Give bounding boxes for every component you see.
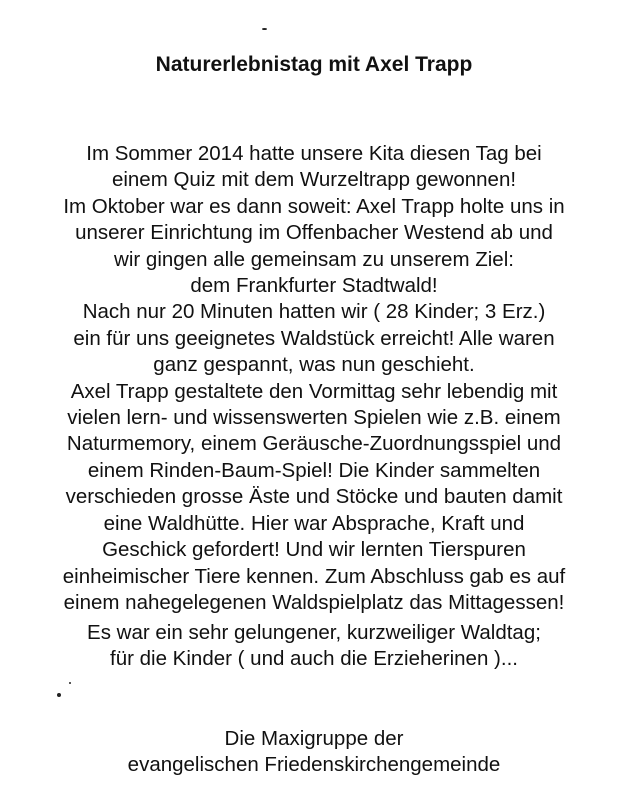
text-line: ein für uns geeignetes Waldstück erreicht! Alle waren bbox=[73, 326, 555, 350]
text-line: verschieden grosse Äste und Stöcke und bauten damit bbox=[65, 485, 563, 509]
text-line: vielen lern- und wissenswerten Spielen wie z.B. einem bbox=[67, 406, 561, 430]
scan-speck bbox=[69, 682, 71, 684]
text-line: Axel Trapp gestaltete den Vormittag sehr lebendig mit bbox=[70, 379, 558, 403]
scan-speck bbox=[57, 693, 61, 697]
text-line: einem Quiz mit dem Wurzeltrapp gewonnen! bbox=[111, 168, 517, 192]
text-line: unserer Einrichtung im Offenbacher Westend ab und bbox=[75, 221, 553, 245]
document-title: Naturerlebnistag mit Axel Trapp bbox=[155, 53, 473, 76]
closing-paragraph bbox=[0, 620, 628, 673]
text-line: einem Rinden-Baum-Spiel! Die Kinder sammelten bbox=[87, 458, 541, 482]
text-line: Es war ein sehr gelungener, kurzweiliger Waldtag; bbox=[87, 621, 541, 644]
text-line: ganz gespannt, was nun geschieht. bbox=[153, 353, 475, 377]
text-line: Nach nur 20 Minuten hatten wir ( 28 Kinder; 3 Erz.) bbox=[82, 300, 546, 324]
text-line: Geschick gefordert! Und wir lernten Tierspuren bbox=[102, 538, 526, 562]
text-line: für die Kinder ( und auch die Erzieherinen )... bbox=[110, 647, 518, 671]
scan-speck bbox=[262, 28, 267, 30]
text-line: einem nahegelegenen Waldspielplatz das Mittagessen! bbox=[63, 590, 565, 614]
signature bbox=[0, 726, 628, 779]
text-line: eine Waldhütte. Hier war Absprache, Kraft und bbox=[103, 511, 525, 535]
text-line: einheimischer Tiere kennen. Zum Abschluss gab es auf bbox=[62, 564, 566, 588]
text-line: wir gingen alle gemeinsam zu unserem Ziel: bbox=[114, 247, 514, 271]
text-line: Naturmemory, einem Geräusche-Zuordnungsspiel und bbox=[66, 432, 562, 456]
text-line: Die Maxigruppe der bbox=[224, 727, 404, 750]
text-line: Im Sommer 2014 hatte unsere Kita diesen Tag bei bbox=[86, 142, 542, 165]
text-line: dem Frankfurter Stadtwald! bbox=[190, 274, 438, 298]
body-paragraph bbox=[0, 141, 628, 616]
text-line: Im Oktober war es dann soweit: Axel Trapp holte uns in bbox=[63, 194, 565, 218]
text-line: evangelischen Friedenskirchengemeinde bbox=[127, 753, 501, 777]
